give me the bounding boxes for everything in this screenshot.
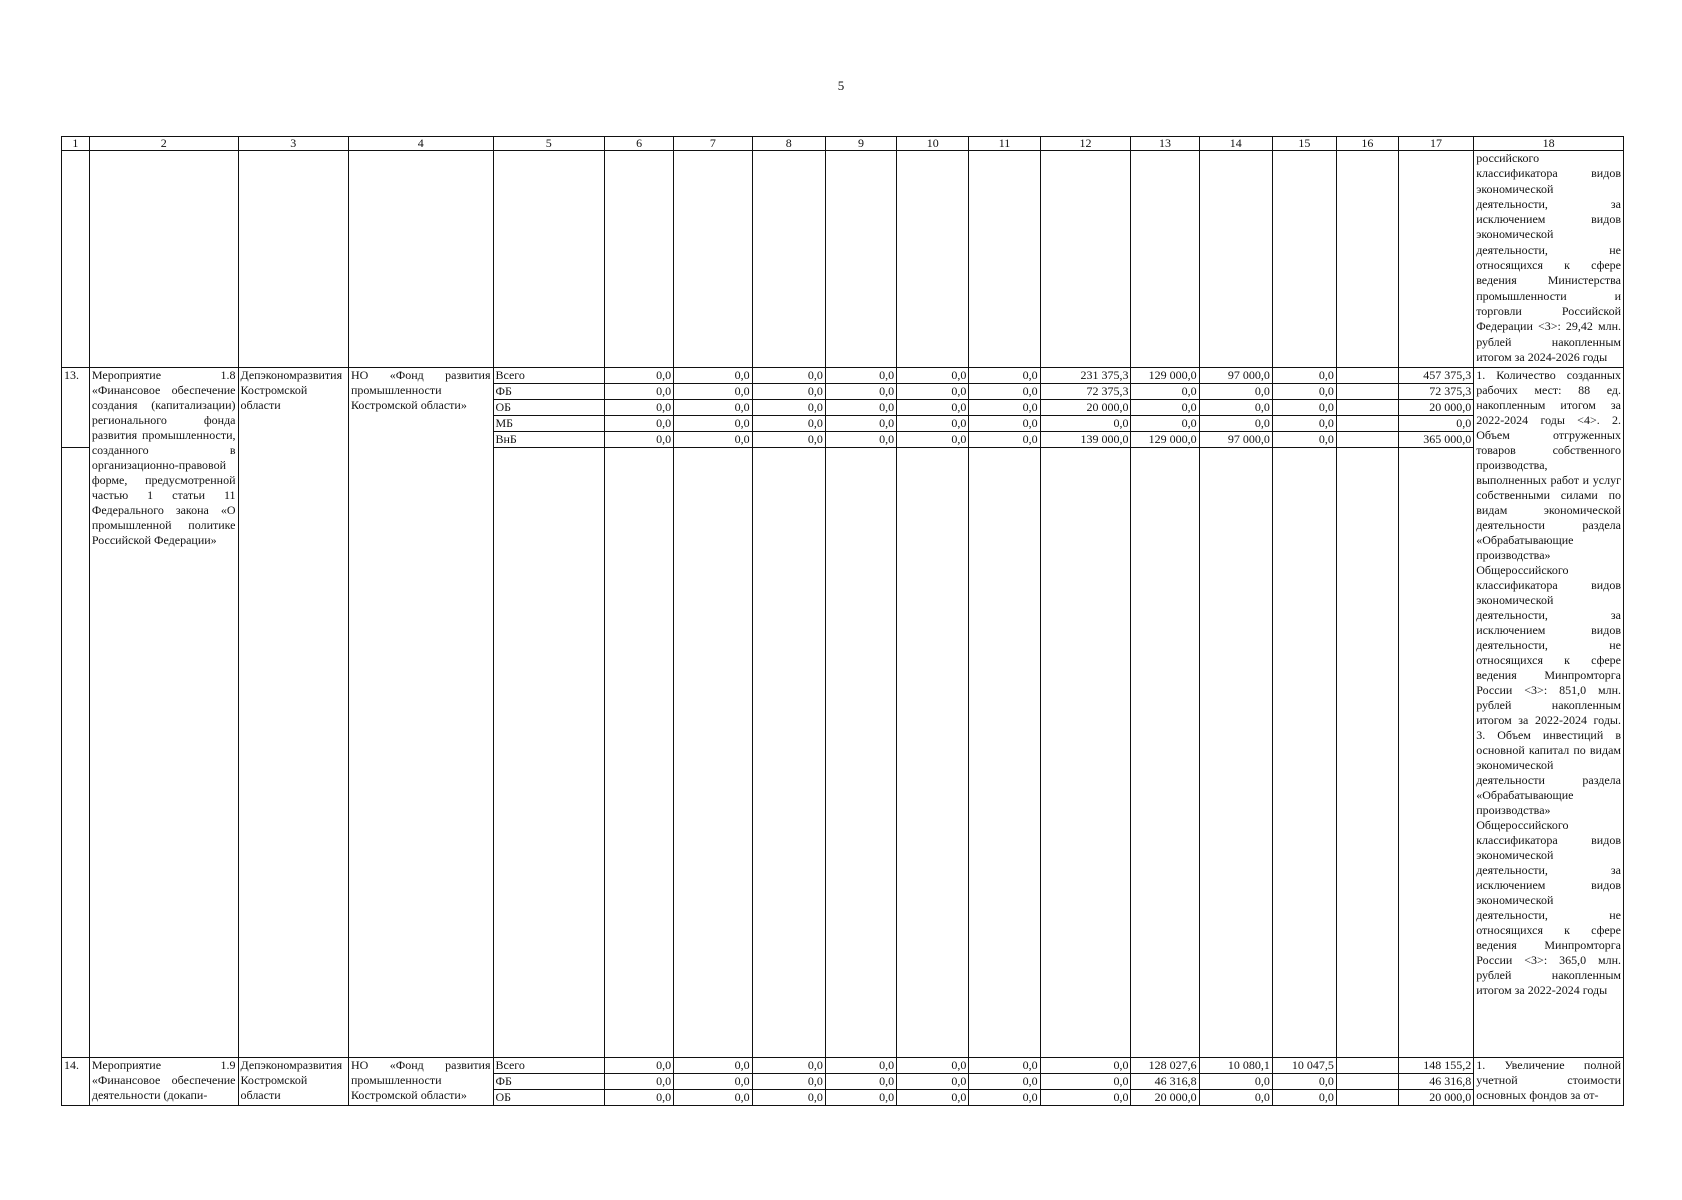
value-cell: 10 080,1 xyxy=(1199,1058,1272,1074)
value-cell: 0,0 xyxy=(1040,1090,1131,1106)
value-cell: 231 375,3 xyxy=(1040,368,1131,384)
value-cell: 128 027,6 xyxy=(1131,1058,1199,1074)
total-cell: 365 000,0 xyxy=(1398,432,1473,448)
value-cell xyxy=(1336,432,1398,448)
executor: НО «Фонд развития промышленности Костромской области» xyxy=(348,1058,493,1106)
value-cell: 0,0 xyxy=(752,1090,825,1106)
funding-source: Всего xyxy=(493,368,604,384)
header-cell: 6 xyxy=(604,137,673,151)
table-row xyxy=(62,368,1624,384)
table-row xyxy=(62,1058,1624,1074)
value-cell: 0,0 xyxy=(969,416,1040,432)
measure-name: Мероприятие 1.9 «Финансовое обеспечение деятельности (докапи- xyxy=(89,1058,238,1106)
value-cell: 0,0 xyxy=(825,416,896,432)
header-row xyxy=(62,137,1624,151)
program-table xyxy=(61,136,1624,1106)
value-cell: 0,0 xyxy=(674,416,752,432)
value-cell xyxy=(1336,368,1398,384)
header-cell: 1 xyxy=(62,137,90,151)
value-cell: 0,0 xyxy=(897,368,969,384)
value-cell: 10 047,5 xyxy=(1272,1058,1336,1074)
value-cell: 0,0 xyxy=(674,400,752,416)
header-cell: 9 xyxy=(825,137,896,151)
value-cell: 0,0 xyxy=(674,432,752,448)
header-cell: 4 xyxy=(348,137,493,151)
value-cell: 0,0 xyxy=(752,368,825,384)
value-cell: 0,0 xyxy=(674,384,752,400)
row-number: 13. xyxy=(62,368,90,448)
value-cell: 0,0 xyxy=(1272,1090,1336,1106)
funding-source: ОБ xyxy=(493,1090,604,1106)
total-cell: 457 375,3 xyxy=(1398,368,1473,384)
funding-source: ФБ xyxy=(493,384,604,400)
indicator-text: 1. Увеличение полной учетной стоимости основных фондов за от- xyxy=(1474,1058,1624,1106)
header-cell: 11 xyxy=(969,137,1040,151)
funding-source: МБ xyxy=(493,416,604,432)
header-cell: 3 xyxy=(238,137,348,151)
value-cell: 0,0 xyxy=(604,1058,673,1074)
value-cell: 0,0 xyxy=(825,432,896,448)
value-cell: 0,0 xyxy=(1040,416,1131,432)
value-cell: 0,0 xyxy=(897,416,969,432)
value-cell: 0,0 xyxy=(604,1074,673,1090)
value-cell: 0,0 xyxy=(825,1074,896,1090)
value-cell: 0,0 xyxy=(1272,432,1336,448)
header-cell: 15 xyxy=(1272,137,1336,151)
executor: НО «Фонд развития промышленности Костромской области» xyxy=(348,368,493,1058)
value-cell: 0,0 xyxy=(825,384,896,400)
value-cell: 0,0 xyxy=(969,432,1040,448)
value-cell: 0,0 xyxy=(1131,384,1199,400)
value-cell xyxy=(1336,416,1398,432)
value-cell: 0,0 xyxy=(1131,416,1199,432)
total-cell: 72 375,3 xyxy=(1398,384,1473,400)
header-cell: 12 xyxy=(1040,137,1131,151)
value-cell: 0,0 xyxy=(969,1090,1040,1106)
value-cell: 0,0 xyxy=(969,1058,1040,1074)
value-cell: 0,0 xyxy=(1040,1058,1131,1074)
value-cell: 129 000,0 xyxy=(1131,368,1199,384)
value-cell: 0,0 xyxy=(1272,368,1336,384)
value-cell: 0,0 xyxy=(1131,400,1199,416)
value-cell: 0,0 xyxy=(674,1074,752,1090)
measure-name: Мероприятие 1.8 «Финансовое обеспечение создания (капитализации) регионального фонда развития промышленности, созданного в организационно-правовой форме, предусмотренной частью 1 статьи 11 Федерального закона «О промышленной политике Российской Федерации» xyxy=(89,368,238,1058)
value-cell xyxy=(1336,384,1398,400)
value-cell: 129 000,0 xyxy=(1131,432,1199,448)
value-cell: 0,0 xyxy=(825,400,896,416)
value-cell: 0,0 xyxy=(674,1090,752,1106)
funding-source: Всего xyxy=(493,1058,604,1074)
continuation-row xyxy=(62,151,1624,368)
value-cell: 0,0 xyxy=(969,1074,1040,1090)
header-cell: 7 xyxy=(674,137,752,151)
value-cell: 0,0 xyxy=(1272,1074,1336,1090)
value-cell: 0,0 xyxy=(752,384,825,400)
value-cell: 72 375,3 xyxy=(1040,384,1131,400)
value-cell: 0,0 xyxy=(674,1058,752,1074)
value-cell: 0,0 xyxy=(674,368,752,384)
value-cell: 0,0 xyxy=(1199,400,1272,416)
value-cell: 0,0 xyxy=(897,1058,969,1074)
value-cell: 0,0 xyxy=(825,368,896,384)
value-cell xyxy=(1336,1058,1398,1074)
value-cell: 139 000,0 xyxy=(1040,432,1131,448)
value-cell: 0,0 xyxy=(1272,400,1336,416)
value-cell: 0,0 xyxy=(752,1058,825,1074)
continuation-indicator-text: российского классификатора видов экономической деятельности, за исключением видов экономической деятельности, не относящихся к сфере ведения Министерства промышленности и торговли Российской Федерации <3>: 29,42 млн. рублей накопленным итогом за 2024-2026 годы xyxy=(1474,151,1624,368)
value-cell: 0,0 xyxy=(604,416,673,432)
header-cell: 5 xyxy=(493,137,604,151)
value-cell: 0,0 xyxy=(1199,1090,1272,1106)
value-cell: 0,0 xyxy=(752,432,825,448)
row-number: 14. xyxy=(62,1058,90,1106)
header-cell: 16 xyxy=(1336,137,1398,151)
value-cell: 0,0 xyxy=(1272,384,1336,400)
value-cell xyxy=(1336,1074,1398,1090)
value-cell: 0,0 xyxy=(897,432,969,448)
value-cell xyxy=(1336,400,1398,416)
value-cell: 0,0 xyxy=(1199,1074,1272,1090)
value-cell: 0,0 xyxy=(1199,416,1272,432)
value-cell: 0,0 xyxy=(604,368,673,384)
value-cell: 0,0 xyxy=(897,384,969,400)
header-cell: 14 xyxy=(1199,137,1272,151)
header-cell: 13 xyxy=(1131,137,1199,151)
total-cell: 148 155,2 xyxy=(1398,1058,1473,1074)
header-cell: 10 xyxy=(897,137,969,151)
value-cell: 0,0 xyxy=(897,1074,969,1090)
value-cell: 0,0 xyxy=(825,1090,896,1106)
value-cell: 20 000,0 xyxy=(1040,400,1131,416)
value-cell: 97 000,0 xyxy=(1199,432,1272,448)
header-cell: 8 xyxy=(752,137,825,151)
value-cell: 0,0 xyxy=(752,400,825,416)
responsible-body: Депэкономразвития Костромской области xyxy=(238,368,348,1058)
value-cell: 0,0 xyxy=(1272,416,1336,432)
value-cell: 0,0 xyxy=(752,416,825,432)
value-cell: 0,0 xyxy=(604,432,673,448)
total-cell: 0,0 xyxy=(1398,416,1473,432)
value-cell: 0,0 xyxy=(969,400,1040,416)
value-cell: 0,0 xyxy=(1040,1074,1131,1090)
header-cell: 17 xyxy=(1398,137,1473,151)
value-cell: 0,0 xyxy=(604,384,673,400)
value-cell: 0,0 xyxy=(604,400,673,416)
value-cell: 46 316,8 xyxy=(1131,1074,1199,1090)
funding-source: ВнБ xyxy=(493,432,604,448)
value-cell: 0,0 xyxy=(604,1090,673,1106)
value-cell: 0,0 xyxy=(752,1074,825,1090)
page-number: 5 xyxy=(837,78,845,93)
value-cell: 0,0 xyxy=(969,384,1040,400)
header-cell: 2 xyxy=(89,137,238,151)
responsible-body: Депэкономразвития Костромской области xyxy=(238,1058,348,1106)
total-cell: 20 000,0 xyxy=(1398,400,1473,416)
value-cell: 0,0 xyxy=(1199,384,1272,400)
value-cell: 0,0 xyxy=(825,1058,896,1074)
total-cell: 20 000,0 xyxy=(1398,1090,1473,1106)
value-cell: 20 000,0 xyxy=(1131,1090,1199,1106)
value-cell: 0,0 xyxy=(897,400,969,416)
funding-source: ФБ xyxy=(493,1074,604,1090)
value-cell: 0,0 xyxy=(969,368,1040,384)
header-cell: 18 xyxy=(1474,137,1624,151)
total-cell: 46 316,8 xyxy=(1398,1074,1473,1090)
indicator-text: 1. Количество созданных рабочих мест: 88 ед. накопленным итогом за 2022-2024 годы <4>. 2. Объем отгруженных товаров собственного производства, выполненных работ и услуг собственными силами по видам экономической деятельности раздела «Обрабатывающие производства» Общероссийского классификатора видов экономической деятельности, за исключением видов деятельности, не относящихся к сфере ведения Минпромторга России <3>: 851,0 млн. рублей накопленным итогом за 2022-2024 годы. 3. Объем инвестиций в основной капитал по видам экономической деятельности раздела «Обрабатывающие производства» Общероссийского классификатора видов экономической деятельности, за исключением видов экономической деятельности, не относящихся к сфере ведения Минпромторга России <3>: 365,0 млн. рублей накопленным итогом за 2022-2024 годы xyxy=(1474,368,1624,1058)
value-cell xyxy=(1336,1090,1398,1106)
funding-source: ОБ xyxy=(493,400,604,416)
value-cell: 0,0 xyxy=(897,1090,969,1106)
value-cell: 97 000,0 xyxy=(1199,368,1272,384)
